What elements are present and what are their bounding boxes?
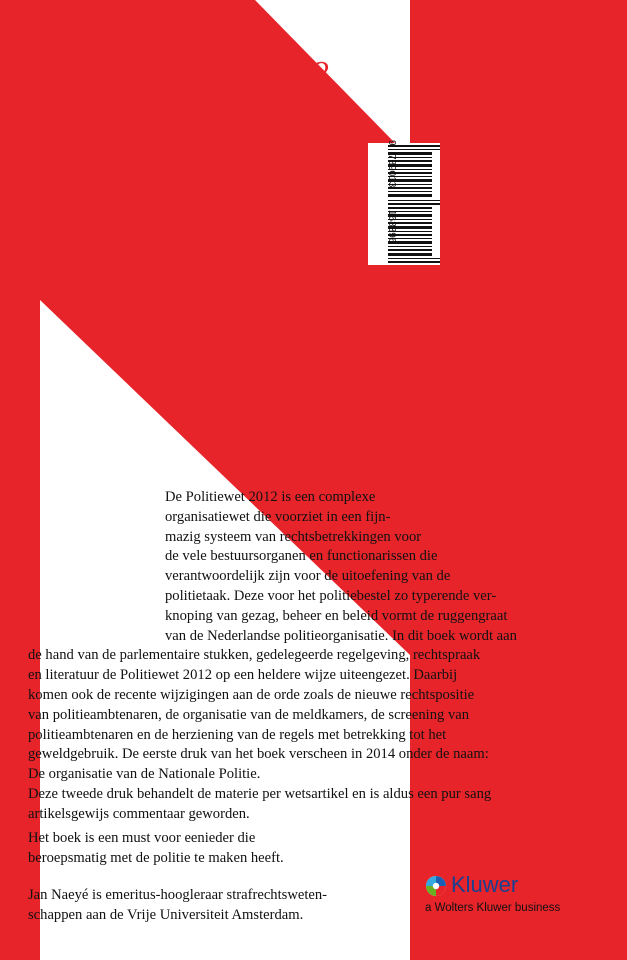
description-line: De organisatie van de Nationale Politie.	[28, 766, 261, 783]
description-line: politieambtenaren en de herziening van de regels met betrekking tot het	[28, 726, 447, 743]
description-line: komen ook de recente wijzigingen aan de orde zoals de nieuwe rechtspositie	[28, 686, 475, 703]
description-line: De Politiewet 2012 is een complexe	[165, 489, 376, 505]
book-title: Politiewet 2012	[115, 58, 332, 89]
author-bio-line-1: Jan Naeyé is emeritus-hoogleraar strafrechtsweten-	[28, 887, 328, 903]
isbn-digit-prefix: 9	[386, 140, 397, 146]
description-line: en literatuur de Politiewet 2012 op een heldere wijze uiteengezet. Daarbij	[28, 667, 458, 684]
author-bio-line-2: schappen aan de Vrije Universiteit Amsterdam.	[28, 906, 304, 923]
isbn-digit-group-2: 168396	[386, 210, 397, 244]
publisher-name: Kluwer	[451, 872, 519, 897]
description-line: de vele bestuursorganen en functionarissen die	[165, 548, 438, 565]
publisher-tagline: a Wolters Kluwer business	[425, 902, 561, 914]
isbn-barcode	[368, 140, 440, 265]
description-line: de hand van de parlementaire stukken, gedelegeerde regelgeving, rechtspraak	[28, 647, 481, 664]
description-line: politietaak. Deze voor het politiebestel zo typerende ver-	[165, 587, 497, 604]
description-line: knoping van gezag, beheer en beleid vormt de ruggengraat	[165, 607, 508, 624]
globe-icon	[425, 875, 447, 897]
isbn-digit-group-1: 789013	[386, 154, 397, 188]
description-line: van de Nederlandse politieorganisatie. In dit boek wordt aan	[165, 627, 517, 644]
description-line: Deze tweede druk behandelt de materie per wetsartikel en is aldus een pur sang	[28, 785, 492, 802]
audience-line-2: beroepsmatig met de politie te maken heeft.	[28, 849, 284, 866]
description-line: verantwoordelijk zijn voor de uitoefening van de	[165, 568, 451, 585]
audience-line-1: Het boek is een must voor eenieder die	[28, 830, 256, 846]
description-line: geweldgebruik. De eerste druk van het boek verscheen in 2014 onder de naam:	[28, 746, 489, 763]
description-line: organisatiewet die voorziet in een fijn-	[165, 508, 391, 525]
description-line: artikelsgewijs commentaar geworden.	[28, 805, 250, 822]
publisher-logo	[425, 872, 605, 920]
author-bio	[28, 886, 327, 926]
description-paragraph	[28, 488, 517, 825]
audience-paragraph	[28, 829, 284, 869]
isbn-digits	[385, 140, 397, 262]
description-line: mazig systeem van rechtsbetrekkingen voor	[165, 528, 422, 545]
description-line: van politieambtenaren, de organisatie van de meldkamers, de screening van	[28, 706, 470, 723]
